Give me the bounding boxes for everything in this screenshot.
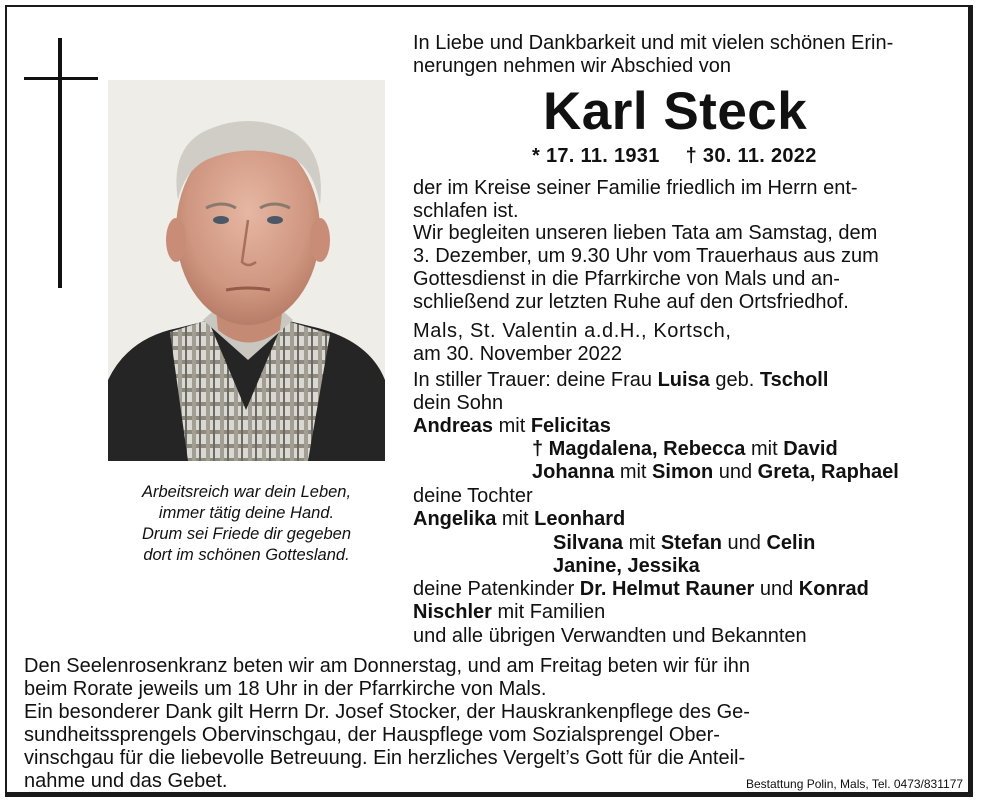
great-grandchildren-names: Greta, Raphael (757, 461, 899, 483)
cross-vertical (58, 38, 62, 288)
son-label: dein Sohn (413, 392, 504, 414)
wife-maiden-name: Tscholl (759, 369, 829, 391)
body-line: Gottesdienst in die Pfarrkirche von Mals und an- (413, 268, 840, 290)
closing-line: vinschgau für die liebevolle Betreuung. Ein herzliches Vergelt’s Gott für die Anteil- (24, 747, 746, 769)
godchildren-line (413, 601, 605, 624)
great-grandchild-name: Celin (766, 532, 816, 554)
mit-text: mit (751, 438, 778, 460)
grandchild-name: Silvana (553, 532, 624, 554)
date-line: am 30. November 2022 (413, 343, 623, 365)
godchild-surname: Nischler (413, 601, 492, 623)
geb-text: geb. (715, 369, 755, 391)
birth-date: * 17. 11. 1931 (532, 145, 660, 167)
body-line: schließend zur letzten Ruhe auf den Ortsfriedhof. (413, 291, 849, 313)
life-dates (532, 145, 817, 168)
closing-line: Den Seelenrosenkranz beten wir am Donnerstag, und am Freitag beten wir für ihn (24, 655, 750, 677)
und-text: und (759, 578, 794, 600)
body-line: Wir begleiten unseren lieben Tata am Samstag, dem (413, 222, 878, 244)
poem-line: dort im schönen Gottesland. (143, 546, 350, 564)
closing-line: sundheitssprengels Obervinschgau, der Hauspflege vom Sozialsprengel Ober- (24, 724, 720, 746)
godchild-name: Konrad (798, 578, 869, 600)
son-name: Andreas (413, 415, 494, 437)
partner-name: David (783, 438, 838, 460)
body-line: der im Kreise seiner Familie friedlich im Herrn ent- (413, 177, 858, 199)
godchild-name: Dr. Helmut Rauner (579, 578, 755, 600)
mit-text: mit (501, 508, 529, 530)
intro-line: In Liebe und Dankbarkeit und mit vielen schönen Erin- (413, 32, 894, 54)
body-line: schlafen ist. (413, 200, 519, 222)
mourners-wife (413, 369, 828, 392)
poem-line: Arbeitsreich war dein Leben, (141, 483, 352, 501)
place-line: Mals, St. Valentin a.d.H., Kortsch, (413, 320, 732, 342)
daughter-line (413, 508, 625, 531)
closing-line: nahme und das Gebet. (24, 770, 228, 792)
und-text: und (727, 532, 761, 554)
wife-intro: In stiller Trauer: deine Frau (413, 369, 652, 391)
son-line (413, 415, 611, 438)
great-grandchildren-names: Janine, Jessika (553, 555, 700, 577)
body-line: 3. Dezember, um 9.30 Uhr vom Trauerhaus aus zum (413, 245, 879, 267)
partner-name: Stefan (660, 532, 722, 554)
cross-horizontal (24, 77, 98, 80)
closing-line: beim Rorate jeweils um 18 Uhr in der Pfarrkirche von Mals. (24, 678, 547, 700)
son-partner-name: Felicitas (530, 415, 611, 437)
closing-line: Ein besonderer Dank gilt Herrn Dr. Josef Stocker, der Hauskrankenpflege des Ge- (24, 701, 750, 723)
funeral-home-credit: Bestattung Polin, Mals, Tel. 0473/831177 (746, 777, 964, 791)
partner-name: Simon (652, 461, 714, 483)
mit-text: mit (498, 415, 526, 437)
mit-text: mit (619, 461, 647, 483)
godchildren-label: deine Patenkinder (413, 578, 575, 600)
deceased-name: Karl Steck (543, 82, 808, 141)
relatives-line: und alle übrigen Verwandten und Bekannten (413, 625, 807, 647)
daughter-name: Angelika (413, 508, 497, 530)
und-text: und (718, 461, 753, 483)
death-date: † 30. 11. 2022 (685, 145, 817, 167)
daughter-partner-name: Leonhard (534, 508, 626, 530)
poem (108, 482, 385, 566)
grandchildren-names: † Magdalena, Rebecca (532, 438, 746, 460)
families-text: mit Familien (497, 601, 606, 623)
intro-line: nerungen nehmen wir Abschied von (413, 55, 731, 77)
portrait-photo (108, 80, 385, 461)
grandchildren-line (532, 461, 899, 484)
daughter-label: deine Tochter (413, 485, 533, 507)
wife-name: Luisa (657, 369, 710, 391)
poem-line: immer tätig deine Hand. (158, 504, 335, 522)
grandchildren-line (553, 555, 700, 578)
grandchild-name: Johanna (532, 461, 615, 483)
mit-text: mit (628, 532, 656, 554)
godchildren-line (413, 578, 869, 601)
grandchildren-line (553, 532, 815, 555)
poem-line: Drum sei Friede dir gegeben (141, 525, 352, 543)
grandchildren-line (532, 438, 838, 461)
portrait-illustration (108, 80, 385, 461)
